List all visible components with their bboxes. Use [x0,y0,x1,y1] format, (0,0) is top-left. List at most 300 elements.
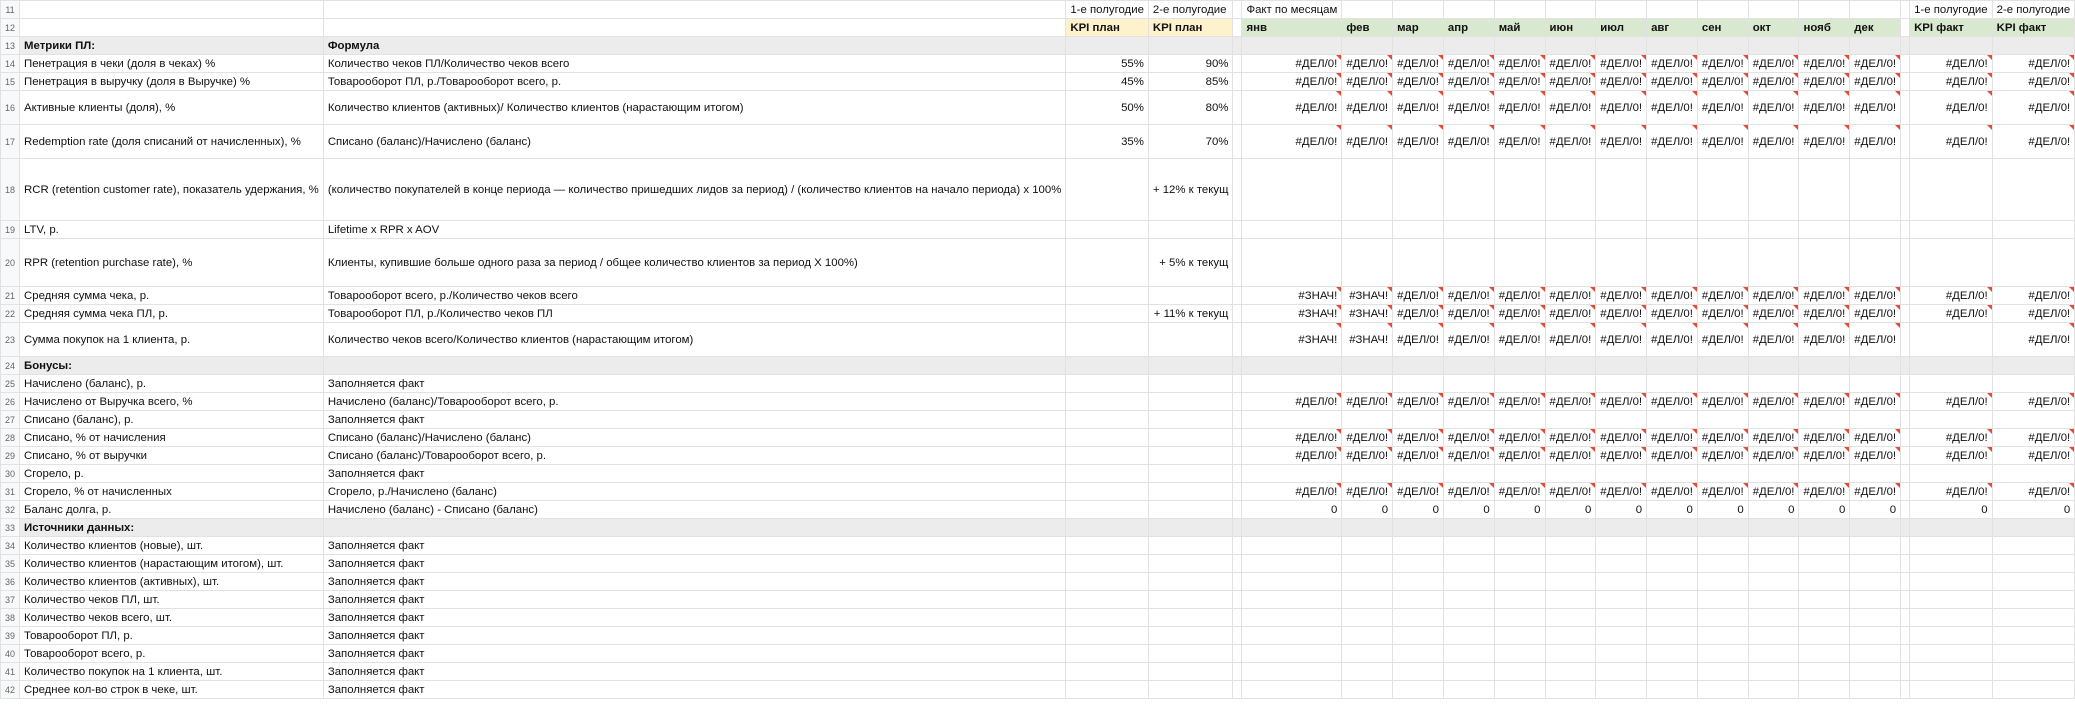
value-cell[interactable] [1647,221,1698,239]
value-cell[interactable]: #ДЕЛ/0! [1799,91,1850,125]
value-cell[interactable] [1443,555,1494,573]
value-cell[interactable]: #ДЕЛ/0! [1596,125,1647,159]
value-cell[interactable] [1233,681,1242,699]
value-cell[interactable] [1910,221,1993,239]
value-cell[interactable]: 90% [1148,55,1233,73]
value-cell[interactable]: #ЗНАЧ! [1242,323,1342,357]
metric-name-cell[interactable]: Списано, % от выручки [20,447,324,465]
value-cell[interactable] [1233,573,1242,591]
value-cell[interactable] [1910,609,1993,627]
value-cell[interactable] [1148,681,1233,699]
value-cell[interactable] [1850,1,1901,19]
value-cell[interactable]: #ДЕЛ/0! [1647,125,1698,159]
value-cell[interactable] [1545,537,1596,555]
value-cell[interactable] [1242,591,1342,609]
value-cell[interactable]: #ДЕЛ/0! [1697,73,1748,91]
row-header[interactable]: 29 [1,447,20,465]
value-cell[interactable]: #ДЕЛ/0! [1596,483,1647,501]
value-cell[interactable]: #ДЕЛ/0! [1393,287,1444,305]
value-cell[interactable]: 70% [1148,125,1233,159]
value-cell[interactable] [1697,681,1748,699]
value-cell[interactable] [1596,573,1647,591]
value-cell[interactable] [1697,159,1748,221]
value-cell[interactable] [1494,465,1545,483]
value-cell[interactable] [1697,555,1748,573]
value-cell[interactable]: #ДЕЛ/0! [1494,323,1545,357]
value-cell[interactable] [1799,555,1850,573]
value-cell[interactable] [1242,681,1342,699]
formula-cell[interactable]: Lifetime x RPR x AOV [323,221,1066,239]
row-header[interactable]: 36 [1,573,20,591]
value-cell[interactable] [1910,555,1993,573]
value-cell[interactable] [1148,555,1233,573]
value-cell[interactable] [1901,501,1910,519]
value-cell[interactable] [1148,375,1233,393]
value-cell[interactable] [1697,609,1748,627]
value-cell[interactable] [1850,645,1901,663]
value-cell[interactable] [1647,1,1698,19]
value-cell[interactable]: #ДЕЛ/0! [1494,55,1545,73]
value-cell[interactable] [1233,159,1242,221]
value-cell[interactable]: #ДЕЛ/0! [1647,55,1698,73]
value-cell[interactable] [1850,239,1901,287]
value-cell[interactable]: #ДЕЛ/0! [1393,55,1444,73]
value-cell[interactable] [1992,239,2075,287]
value-cell[interactable] [1545,609,1596,627]
value-cell[interactable] [1494,411,1545,429]
value-cell[interactable] [1647,357,1698,375]
value-cell[interactable] [1697,519,1748,537]
row-header[interactable]: 24 [1,357,20,375]
metric-name-cell[interactable] [20,19,324,37]
value-cell[interactable] [1443,627,1494,645]
value-cell[interactable]: #ДЕЛ/0! [1494,305,1545,323]
value-cell[interactable]: #ДЕЛ/0! [1242,483,1342,501]
value-cell[interactable] [1850,591,1901,609]
value-cell[interactable]: #ДЕЛ/0! [1647,91,1698,125]
value-cell[interactable] [1901,447,1910,465]
metric-name-cell[interactable]: Средняя сумма чека, р. [20,287,324,305]
formula-cell[interactable]: Товарооборот ПЛ, р./Товарооборот всего, р. [323,73,1066,91]
value-cell[interactable]: #ДЕЛ/0! [1545,125,1596,159]
value-cell[interactable] [1850,609,1901,627]
value-cell[interactable] [1443,221,1494,239]
metric-name-cell[interactable]: Товарооборот всего, р. [20,645,324,663]
value-cell[interactable]: #ДЕЛ/0! [1910,55,1993,73]
metric-name-cell[interactable]: RCR (retention customer rate), показатель удержания, % [20,159,324,221]
value-cell[interactable] [1066,159,1149,221]
value-cell[interactable]: #ДЕЛ/0! [1850,305,1901,323]
value-cell[interactable]: #ДЕЛ/0! [1647,287,1698,305]
value-cell[interactable] [1748,681,1799,699]
value-cell[interactable] [1233,91,1242,125]
value-cell[interactable] [1393,239,1444,287]
value-cell[interactable] [1233,375,1242,393]
value-cell[interactable] [1901,519,1910,537]
value-cell[interactable]: #ДЕЛ/0! [1910,429,1993,447]
row-header[interactable]: 40 [1,645,20,663]
value-cell[interactable]: #ДЕЛ/0! [1242,447,1342,465]
value-cell[interactable] [1233,305,1242,323]
value-cell[interactable]: #ДЕЛ/0! [1799,323,1850,357]
value-cell[interactable] [1066,663,1149,681]
value-cell[interactable]: 2-е полугодие [1148,1,1233,19]
metric-name-cell[interactable]: Средняя сумма чека ПЛ, р. [20,305,324,323]
value-cell[interactable] [1697,465,1748,483]
value-cell[interactable] [1233,663,1242,681]
value-cell[interactable] [1148,221,1233,239]
value-cell[interactable]: #ДЕЛ/0! [1799,125,1850,159]
value-cell[interactable]: #ДЕЛ/0! [1647,305,1698,323]
value-cell[interactable]: 0 [1393,501,1444,519]
row-header[interactable]: 30 [1,465,20,483]
metric-name-cell[interactable]: Количество клиентов (нарастающим итогом), шт. [20,555,324,573]
value-cell[interactable] [1342,663,1393,681]
formula-cell[interactable] [323,519,1066,537]
value-cell[interactable]: #ДЕЛ/0! [1342,55,1393,73]
value-cell[interactable] [1342,627,1393,645]
formula-cell[interactable]: Заполняется факт [323,591,1066,609]
value-cell[interactable] [1342,465,1393,483]
value-cell[interactable] [1850,519,1901,537]
formula-cell[interactable]: Формула [323,37,1066,55]
value-cell[interactable] [1066,429,1149,447]
value-cell[interactable] [1647,627,1698,645]
value-cell[interactable] [1545,465,1596,483]
value-cell[interactable] [1066,681,1149,699]
value-cell[interactable] [1545,681,1596,699]
value-cell[interactable] [1748,357,1799,375]
value-cell[interactable]: #ДЕЛ/0! [1393,447,1444,465]
value-cell[interactable]: #ДЕЛ/0! [1910,91,1993,125]
value-cell[interactable] [1066,501,1149,519]
value-cell[interactable]: #ДЕЛ/0! [1697,429,1748,447]
value-cell[interactable] [1148,447,1233,465]
value-cell[interactable] [1233,1,1242,19]
value-cell[interactable]: 0 [1799,501,1850,519]
value-cell[interactable]: #ДЕЛ/0! [1748,91,1799,125]
value-cell[interactable] [1494,663,1545,681]
value-cell[interactable] [1393,37,1444,55]
row-header[interactable]: 39 [1,627,20,645]
value-cell[interactable] [1148,323,1233,357]
value-cell[interactable] [1647,609,1698,627]
value-cell[interactable]: #ДЕЛ/0! [1992,393,2075,411]
value-cell[interactable] [1393,519,1444,537]
value-cell[interactable] [1148,501,1233,519]
value-cell[interactable] [1494,609,1545,627]
value-cell[interactable] [1697,375,1748,393]
value-cell[interactable]: #ЗНАЧ! [1242,305,1342,323]
value-cell[interactable] [1748,221,1799,239]
value-cell[interactable] [1545,411,1596,429]
metric-name-cell[interactable]: Баланс долга, р. [20,501,324,519]
value-cell[interactable]: июл [1596,19,1647,37]
value-cell[interactable] [1748,37,1799,55]
value-cell[interactable]: #ЗНАЧ! [1342,305,1393,323]
value-cell[interactable] [1901,393,1910,411]
value-cell[interactable]: #ДЕЛ/0! [1850,393,1901,411]
value-cell[interactable] [1910,591,1993,609]
value-cell[interactable] [1910,375,1993,393]
value-cell[interactable]: #ДЕЛ/0! [1748,393,1799,411]
value-cell[interactable] [1242,375,1342,393]
value-cell[interactable]: #ДЕЛ/0! [1596,323,1647,357]
value-cell[interactable] [1148,429,1233,447]
value-cell[interactable] [1494,681,1545,699]
value-cell[interactable] [1233,287,1242,305]
value-cell[interactable] [1992,663,2075,681]
value-cell[interactable]: #ДЕЛ/0! [1992,323,2075,357]
value-cell[interactable]: 2-е полугодие [1992,1,2075,19]
row-header[interactable]: 41 [1,663,20,681]
row-header[interactable]: 11 [1,1,20,19]
value-cell[interactable] [1596,519,1647,537]
value-cell[interactable]: #ДЕЛ/0! [1342,483,1393,501]
value-cell[interactable]: #ДЕЛ/0! [1596,305,1647,323]
value-cell[interactable]: #ЗНАЧ! [1342,287,1393,305]
value-cell[interactable]: #ДЕЛ/0! [1850,447,1901,465]
value-cell[interactable] [1148,645,1233,663]
metric-name-cell[interactable]: Среднее кол-во строк в чеке, шт. [20,681,324,699]
value-cell[interactable]: #ДЕЛ/0! [1850,91,1901,125]
value-cell[interactable] [1545,221,1596,239]
metric-name-cell[interactable]: Количество клиентов (новые), шт. [20,537,324,555]
value-cell[interactable] [1910,681,1993,699]
value-cell[interactable] [1066,447,1149,465]
value-cell[interactable]: 0 [1647,501,1698,519]
value-cell[interactable] [1066,627,1149,645]
value-cell[interactable] [1342,537,1393,555]
metric-name-cell[interactable]: Сумма покупок на 1 клиента, р. [20,323,324,357]
row-header[interactable]: 19 [1,221,20,239]
value-cell[interactable]: #ДЕЛ/0! [1494,447,1545,465]
row-header[interactable]: 16 [1,91,20,125]
value-cell[interactable] [1233,537,1242,555]
value-cell[interactable] [1443,681,1494,699]
value-cell[interactable]: #ДЕЛ/0! [1393,393,1444,411]
value-cell[interactable]: #ДЕЛ/0! [1697,305,1748,323]
value-cell[interactable]: + 5% к текущ [1148,239,1233,287]
value-cell[interactable] [1596,411,1647,429]
value-cell[interactable]: #ДЕЛ/0! [1443,393,1494,411]
value-cell[interactable]: 80% [1148,91,1233,125]
value-cell[interactable] [1596,357,1647,375]
formula-cell[interactable]: Заполняется факт [323,555,1066,573]
value-cell[interactable] [1494,37,1545,55]
row-header[interactable]: 13 [1,37,20,55]
value-cell[interactable] [1242,37,1342,55]
value-cell[interactable] [1901,645,1910,663]
value-cell[interactable] [1342,1,1393,19]
value-cell[interactable] [1066,375,1149,393]
value-cell[interactable] [1799,37,1850,55]
value-cell[interactable] [1910,519,1993,537]
value-cell[interactable]: июн [1545,19,1596,37]
value-cell[interactable] [1233,429,1242,447]
value-cell[interactable]: #ДЕЛ/0! [1748,287,1799,305]
value-cell[interactable]: #ДЕЛ/0! [1545,287,1596,305]
formula-cell[interactable]: Заполняется факт [323,681,1066,699]
value-cell[interactable]: KPI факт [1910,19,1993,37]
value-cell[interactable] [1901,411,1910,429]
value-cell[interactable] [1596,609,1647,627]
metric-name-cell[interactable]: Списано (баланс), р. [20,411,324,429]
formula-cell[interactable]: Списано (баланс)/Начислено (баланс) [323,125,1066,159]
metric-name-cell[interactable]: Активные клиенты (доля), % [20,91,324,125]
value-cell[interactable]: #ДЕЛ/0! [1850,125,1901,159]
row-header[interactable]: 22 [1,305,20,323]
value-cell[interactable] [1910,573,1993,591]
value-cell[interactable]: #ДЕЛ/0! [1992,73,2075,91]
value-cell[interactable] [1850,357,1901,375]
value-cell[interactable] [1342,221,1393,239]
value-cell[interactable] [1148,609,1233,627]
value-cell[interactable]: #ДЕЛ/0! [1242,429,1342,447]
value-cell[interactable] [1799,663,1850,681]
value-cell[interactable] [1647,519,1698,537]
value-cell[interactable]: май [1494,19,1545,37]
metric-name-cell[interactable]: Количество покупок на 1 клиента, шт. [20,663,324,681]
value-cell[interactable] [1799,609,1850,627]
value-cell[interactable] [1901,239,1910,287]
value-cell[interactable] [1148,357,1233,375]
value-cell[interactable] [1901,609,1910,627]
value-cell[interactable] [1799,537,1850,555]
value-cell[interactable] [1393,221,1444,239]
value-cell[interactable]: #ДЕЛ/0! [1242,55,1342,73]
value-cell[interactable]: #ДЕЛ/0! [1850,429,1901,447]
metric-name-cell[interactable]: Начислено (баланс), р. [20,375,324,393]
value-cell[interactable] [1242,555,1342,573]
value-cell[interactable]: #ДЕЛ/0! [1799,305,1850,323]
value-cell[interactable]: #ДЕЛ/0! [1545,73,1596,91]
value-cell[interactable]: #ДЕЛ/0! [1393,125,1444,159]
value-cell[interactable] [1066,305,1149,323]
value-cell[interactable]: #ДЕЛ/0! [1748,447,1799,465]
value-cell[interactable] [1494,239,1545,287]
value-cell[interactable] [1697,627,1748,645]
value-cell[interactable]: #ДЕЛ/0! [1910,305,1993,323]
value-cell[interactable] [1066,393,1149,411]
value-cell[interactable] [1901,287,1910,305]
value-cell[interactable]: авг [1647,19,1698,37]
value-cell[interactable]: #ДЕЛ/0! [1443,125,1494,159]
formula-cell[interactable]: Списано (баланс)/Товарооборот всего, р. [323,447,1066,465]
value-cell[interactable]: + 12% к текущ [1148,159,1233,221]
value-cell[interactable] [1596,555,1647,573]
value-cell[interactable] [1233,239,1242,287]
formula-cell[interactable]: Заполняется факт [323,627,1066,645]
value-cell[interactable] [1901,159,1910,221]
value-cell[interactable]: #ДЕЛ/0! [1393,73,1444,91]
value-cell[interactable]: #ДЕЛ/0! [1799,393,1850,411]
row-header[interactable]: 23 [1,323,20,357]
value-cell[interactable]: #ДЕЛ/0! [1545,447,1596,465]
value-cell[interactable] [1901,357,1910,375]
value-cell[interactable] [1850,411,1901,429]
value-cell[interactable]: #ДЕЛ/0! [1494,125,1545,159]
value-cell[interactable] [1233,519,1242,537]
value-cell[interactable]: #ДЕЛ/0! [1697,393,1748,411]
value-cell[interactable]: #ДЕЛ/0! [1992,447,2075,465]
value-cell[interactable] [1545,375,1596,393]
value-cell[interactable] [1901,73,1910,91]
metric-name-cell[interactable]: Пенетрация в чеки (доля в чеках) % [20,55,324,73]
value-cell[interactable] [1850,37,1901,55]
value-cell[interactable]: KPI план [1148,19,1233,37]
value-cell[interactable]: #ДЕЛ/0! [1697,323,1748,357]
value-cell[interactable] [1494,519,1545,537]
value-cell[interactable] [1596,681,1647,699]
value-cell[interactable] [1148,663,1233,681]
formula-cell[interactable]: Сгорело, р./Начислено (баланс) [323,483,1066,501]
value-cell[interactable]: окт [1748,19,1799,37]
value-cell[interactable] [1393,465,1444,483]
row-header[interactable]: 37 [1,591,20,609]
value-cell[interactable] [1799,573,1850,591]
value-cell[interactable]: #ДЕЛ/0! [1992,125,2075,159]
value-cell[interactable] [1910,37,1993,55]
value-cell[interactable] [1242,537,1342,555]
value-cell[interactable] [1545,1,1596,19]
value-cell[interactable]: #ДЕЛ/0! [1443,305,1494,323]
value-cell[interactable] [1443,591,1494,609]
value-cell[interactable]: #ДЕЛ/0! [1443,91,1494,125]
value-cell[interactable]: #ДЕЛ/0! [1647,483,1698,501]
value-cell[interactable]: #ДЕЛ/0! [1748,55,1799,73]
value-cell[interactable] [1901,663,1910,681]
value-cell[interactable] [1393,645,1444,663]
value-cell[interactable]: #ДЕЛ/0! [1545,91,1596,125]
value-cell[interactable]: дек [1850,19,1901,37]
value-cell[interactable] [1697,591,1748,609]
value-cell[interactable]: #ДЕЛ/0! [1992,305,2075,323]
value-cell[interactable] [1443,159,1494,221]
value-cell[interactable] [1242,573,1342,591]
value-cell[interactable] [1901,627,1910,645]
value-cell[interactable] [1443,357,1494,375]
value-cell[interactable]: 0 [1850,501,1901,519]
value-cell[interactable] [1596,591,1647,609]
value-cell[interactable] [1066,411,1149,429]
value-cell[interactable] [1748,239,1799,287]
row-header[interactable]: 38 [1,609,20,627]
value-cell[interactable]: 0 [1545,501,1596,519]
value-cell[interactable]: #ДЕЛ/0! [1242,73,1342,91]
value-cell[interactable] [1799,591,1850,609]
value-cell[interactable] [1748,537,1799,555]
value-cell[interactable]: сен [1697,19,1748,37]
value-cell[interactable] [1242,609,1342,627]
metric-name-cell[interactable]: Количество чеков всего, шт. [20,609,324,627]
value-cell[interactable] [1596,37,1647,55]
value-cell[interactable] [1393,555,1444,573]
value-cell[interactable] [1393,573,1444,591]
value-cell[interactable] [1342,239,1393,287]
value-cell[interactable] [1233,645,1242,663]
value-cell[interactable]: KPI факт [1992,19,2075,37]
formula-cell[interactable]: Количество чеков ПЛ/Количество чеков всего [323,55,1066,73]
value-cell[interactable] [1799,519,1850,537]
value-cell[interactable] [1901,37,1910,55]
value-cell[interactable]: #ДЕЛ/0! [1697,287,1748,305]
value-cell[interactable] [1066,221,1149,239]
value-cell[interactable] [1850,159,1901,221]
value-cell[interactable] [1342,681,1393,699]
value-cell[interactable] [1242,221,1342,239]
value-cell[interactable]: #ДЕЛ/0! [1545,483,1596,501]
